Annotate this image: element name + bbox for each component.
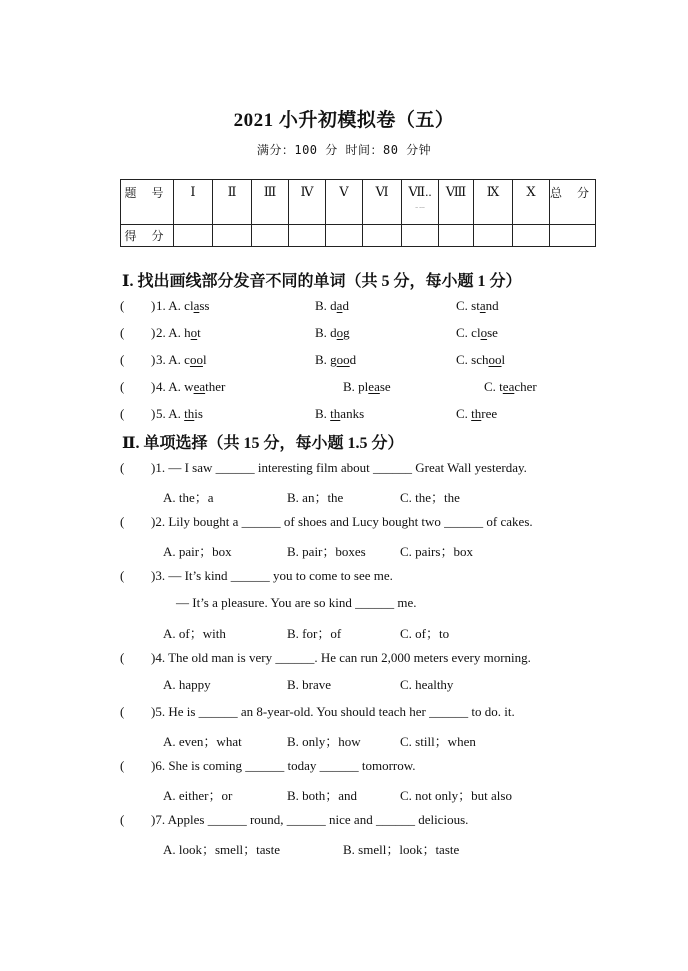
option-c-underlined: th [471, 406, 482, 421]
question-stem: )6. She is coming ______ today ______ tomorrow. [151, 758, 416, 773]
question-stem: )7. Apples ______ round, ______ nice and ______ delicious. [151, 812, 469, 827]
option-c-post: ree [481, 406, 498, 421]
option-a-post: t [197, 325, 201, 340]
option-b-underlined: o [336, 325, 344, 340]
option-b-post: d [349, 352, 357, 367]
option-b [315, 352, 356, 368]
score-cell [550, 225, 596, 247]
score-cell [326, 225, 363, 247]
option-c-post: cher [514, 379, 537, 394]
option-c-pre: C. t [484, 379, 503, 394]
option-a-post: ss [199, 298, 210, 313]
row-label-question-no: 题 号 [121, 180, 174, 225]
col-2: Ⅱ [213, 180, 252, 225]
answer-paren-close: ) [151, 325, 156, 340]
option-b [343, 379, 391, 395]
option-a-underlined: th [184, 406, 195, 421]
col-6: Ⅵ [363, 180, 402, 225]
option-a-post: l [202, 352, 207, 367]
option-b: B. only；how [287, 734, 361, 749]
option-c: C. pairs；box [400, 544, 473, 559]
option-a-underlined: o [190, 325, 198, 340]
option-c [484, 379, 537, 395]
option-c: C. the；the [400, 490, 460, 505]
option-b: B. brave [287, 677, 332, 692]
option-c-pre: C. [456, 406, 472, 421]
option-c: C. not only；but also [400, 788, 512, 803]
option-a-post: ther [205, 379, 226, 394]
option-a: A. of；with [163, 626, 226, 641]
score-cell [439, 225, 474, 247]
score-cell [402, 225, 439, 247]
page-title: 2021 小升初模拟卷（五） [233, 110, 455, 131]
option-a-pre: cl [184, 298, 194, 313]
option-c: C. healthy [400, 677, 454, 692]
option-a-post: is [194, 406, 203, 421]
score-cell [363, 225, 402, 247]
question-number-text: 4. A. [156, 379, 181, 394]
option-c-underlined: oo [488, 352, 502, 367]
col-4: Ⅳ [289, 180, 326, 225]
question-number-text: 3. A. [156, 352, 181, 367]
answer-paren-open: ( [120, 650, 125, 665]
option-b-post: g [343, 325, 350, 340]
score-cell [474, 225, 513, 247]
option-c-pre: C. sch [456, 352, 489, 367]
col-7-note: ~ ~~ [415, 206, 425, 211]
option-c-post: l [501, 352, 506, 367]
question-number-text: 5. A. [156, 406, 181, 421]
option-b: B. an；the [287, 490, 344, 505]
col-7 [402, 180, 439, 225]
answer-paren-open: ( [120, 460, 125, 475]
option-a-underlined: ea [193, 379, 206, 394]
question-number [156, 325, 201, 341]
option-a-underlined: oo [189, 352, 203, 367]
col-8: Ⅷ [439, 180, 474, 225]
score-cell [174, 225, 213, 247]
answer-paren-close: ) [151, 298, 156, 313]
col-10: Ⅹ [513, 180, 550, 225]
answer-paren-close: ) [151, 406, 156, 421]
option-b: B. both；and [287, 788, 358, 803]
option-a-pre: c [184, 352, 190, 367]
question-number-text: 2. A. [156, 325, 181, 340]
answer-paren-open: ( [120, 758, 125, 773]
section-2-heading: Ⅱ. 单项选择（共 15 分，每小题 1.5 分） [122, 435, 404, 452]
option-c-pre: C. st [456, 298, 480, 313]
option-c [456, 406, 497, 422]
option-b-post: se [379, 379, 391, 394]
option-c-underlined: o [480, 325, 488, 340]
question-stem-reply: — It’s a pleasure. You are so kind ______ me. [176, 595, 417, 610]
option-a-pre: w [184, 379, 194, 394]
option-c-underlined: a [479, 298, 486, 313]
option-c [456, 325, 498, 341]
answer-paren-open: ( [120, 568, 125, 583]
col-9: Ⅸ [474, 180, 513, 225]
option-a: A. look；smell；taste [163, 842, 280, 857]
answer-paren-open: ( [120, 298, 125, 313]
question-stem: )5. He is ______ an 8-year-old. You should teach her ______ to do. it. [151, 704, 515, 719]
answer-paren-open: ( [120, 406, 125, 421]
option-c [456, 352, 505, 368]
answer-paren-open: ( [120, 352, 125, 367]
col-1: Ⅰ [174, 180, 213, 225]
question-stem: )3. — It’s kind ______ you to come to see me. [151, 568, 393, 583]
question-number [156, 406, 203, 422]
score-table-header-row [121, 180, 596, 225]
option-b-underlined: th [330, 406, 341, 421]
score-cell [289, 225, 326, 247]
option-a: A. happy [163, 677, 211, 692]
question-stem: )1. — I saw ______ interesting film about ______ Great Wall yesterday. [151, 460, 527, 475]
answer-paren-open: ( [120, 704, 125, 719]
option-b-underlined: a [336, 298, 343, 313]
option-b-pre: B. g [315, 352, 337, 367]
option-b: B. smell；look；taste [343, 842, 460, 857]
option-b [315, 298, 349, 314]
option-b-pre: B. d [315, 325, 337, 340]
answer-paren-close: ) [151, 379, 156, 394]
option-b: B. pair；boxes [287, 544, 366, 559]
question-stem: )2. Lily bought a ______ of shoes and Lucy bought two ______ of cakes. [151, 514, 533, 529]
section-1-heading: Ⅰ. 找出画线部分发音不同的单词（共 5 分，每小题 1 分） [122, 273, 522, 290]
score-cell [252, 225, 289, 247]
answer-paren-open: ( [120, 379, 125, 394]
option-b-pre: B. d [315, 298, 337, 313]
score-table [120, 179, 596, 247]
option-a-underlined: a [193, 298, 200, 313]
option-b [315, 325, 350, 341]
page-subtitle: 满分：100 分 时间：80 分钟 [256, 143, 432, 157]
option-a-pre: h [184, 325, 191, 340]
answer-paren-open: ( [120, 514, 125, 529]
answer-paren-open: ( [120, 325, 125, 340]
option-b-pre: B. pl [343, 379, 369, 394]
option-a: A. either；or [163, 788, 233, 803]
option-b-pre: B. [315, 406, 331, 421]
question-number [156, 298, 209, 314]
row-label-score: 得 分 [121, 225, 174, 247]
option-b-underlined: ea [368, 379, 380, 394]
option-c-post: nd [485, 298, 499, 313]
option-c-post: se [487, 325, 498, 340]
question-stem: )4. The old man is very ______. He can run 2,000 meters every morning. [151, 650, 531, 665]
option-b: B. for；of [287, 626, 342, 641]
col-7-label: Ⅶ.. [408, 184, 432, 199]
option-c-pre: C. cl [456, 325, 481, 340]
col-5: Ⅴ [326, 180, 363, 225]
col-total: 总 分 [550, 180, 596, 225]
option-a: A. pair；box [163, 544, 232, 559]
option-a: A. the；a [163, 490, 214, 505]
score-cell [513, 225, 550, 247]
question-number-text: 1. A. [156, 298, 181, 313]
option-b-post: anks [340, 406, 365, 421]
option-b [315, 406, 364, 422]
question-number [156, 352, 207, 368]
score-table-score-row [121, 225, 596, 247]
option-c [456, 298, 499, 314]
answer-paren-open: ( [120, 812, 125, 827]
option-c-underlined: ea [502, 379, 515, 394]
option-c: C. still；when [400, 734, 476, 749]
question-number [156, 379, 225, 395]
option-a: A. even；what [163, 734, 242, 749]
col-3: Ⅲ [252, 180, 289, 225]
option-b-post: d [342, 298, 349, 313]
score-cell [213, 225, 252, 247]
option-b-underlined: oo [336, 352, 350, 367]
option-c: C. of；to [400, 626, 450, 641]
answer-paren-close: ) [151, 352, 156, 367]
